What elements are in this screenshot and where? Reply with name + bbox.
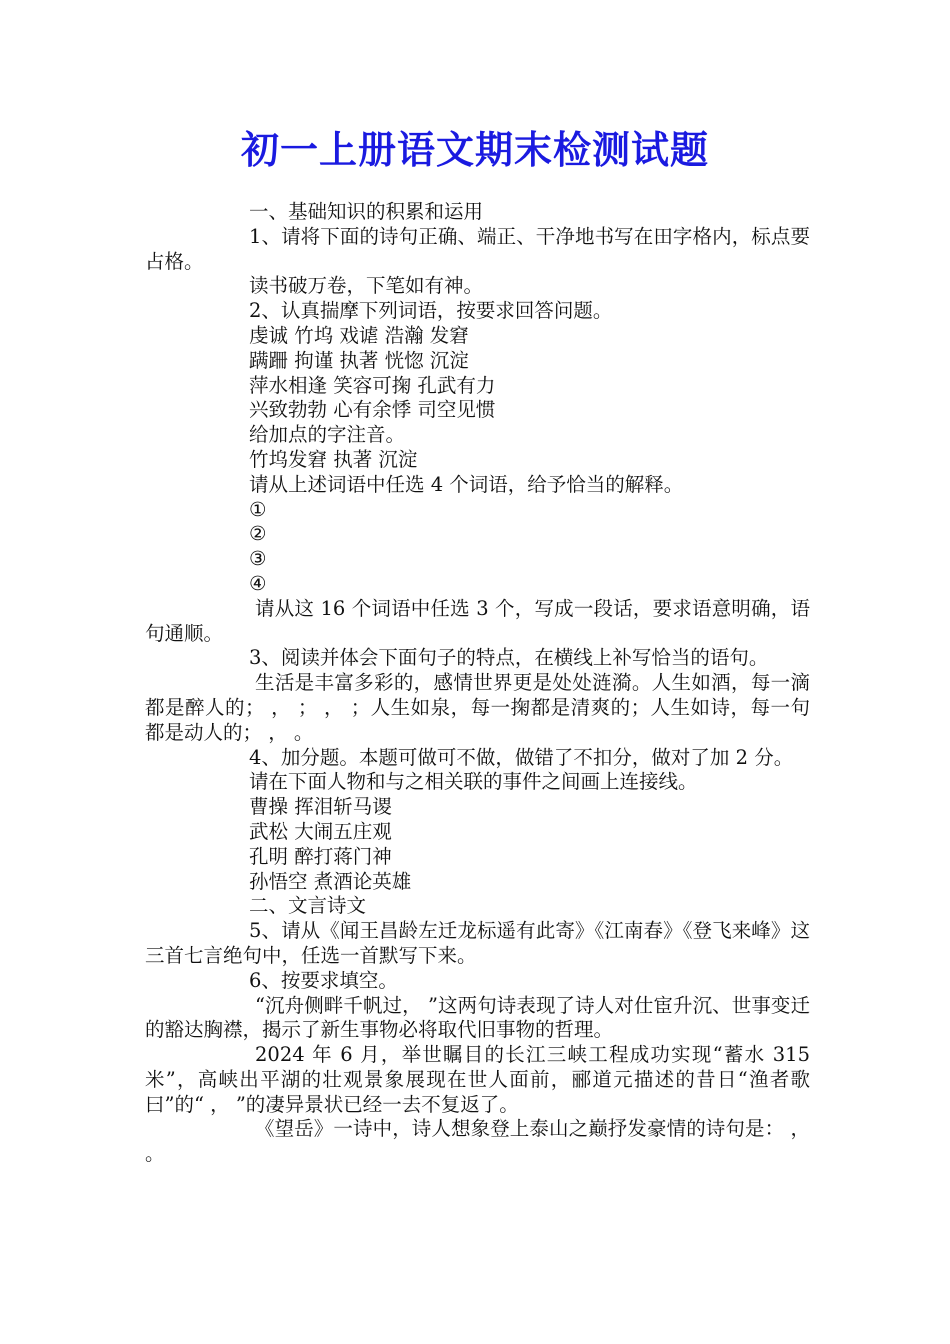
word-row: 萍水相逢 笑容可掬 孔武有力	[249, 373, 496, 397]
word-row: 兴致勃勃 心有余悸 司空见惯	[249, 398, 496, 422]
answer-marker: ②	[249, 522, 267, 546]
sub-question: 给加点的字注音。	[249, 423, 406, 447]
question-1: 1、请将下面的诗句正确、端正、干净地书写在田字格内，标点要占格。	[145, 224, 810, 273]
document-body	[145, 200, 810, 1167]
document-title: 初一上册语文期末检测试题	[240, 128, 709, 172]
question-1-text: 读书破万卷，下笔如有神。	[249, 274, 484, 298]
answer-marker: ①	[249, 497, 267, 521]
question-2: 2、认真揣摩下列词语，按要求回答问题。	[249, 299, 613, 323]
match-row: 孔明 醉打蒋门神	[249, 844, 392, 868]
match-row: 武松 大闹五庄观	[249, 819, 392, 843]
fill-blank: 《望岳》一诗中，诗人想象登上泰山之巅抒发豪情的诗句是： ， 。	[145, 1117, 810, 1166]
word-row: 竹坞发窘 执著 沉淀	[249, 447, 418, 471]
question-3: 3、阅读并体会下面句子的特点，在横线上补写恰当的语句。	[249, 646, 769, 670]
answer-marker: ④	[249, 571, 267, 595]
fill-blank: 2024 年 6 月，举世瞩目的长江三峡工程成功实现“蓄水 315 米”，高峡出平湖的壮观景象展现在世人面前，郦道元描述的昔日“渔者歌曰”的“ ， ”的凄异景状已经一去不复返了。	[145, 1043, 810, 1116]
section-heading-2: 二、文言诗文	[249, 894, 367, 918]
sub-question: 请从这 16 个词语中任选 3 个，写成一段话，要求语意明确，语句通顺。	[145, 596, 810, 645]
answer-marker: ③	[249, 547, 267, 571]
sub-question: 请在下面人物和与之相关联的事件之间画上连接线。	[249, 770, 698, 794]
section-heading-1: 一、基础知识的积累和运用	[249, 200, 484, 223]
fill-blank: “沉舟侧畔千帆过， ”这两句诗表现了诗人对仕宦升沉、世事变迁的豁达胸襟，揭示了新生事物必将取代旧事物的哲理。	[145, 993, 810, 1042]
word-row: 蹒跚 拘谨 执著 恍惚 沉淀	[249, 348, 469, 372]
question-4: 4、加分题。本题可做可不做，做错了不扣分，做对了加 2 分。	[249, 745, 794, 769]
match-row: 曹操 挥泪斩马谡	[249, 795, 392, 819]
question-6: 6、按要求填空。	[249, 968, 398, 992]
word-row: 虔诚 竹坞 戏谑 浩瀚 发窘	[249, 323, 469, 347]
sub-question: 请从上述词语中任选 4 个词语，给予恰当的解释。	[249, 472, 684, 496]
match-row: 孙悟空 煮酒论英雄	[249, 869, 412, 893]
question-5: 5、请从《闻王昌龄左迁龙标遥有此寄》《江南春》《登飞来峰》这三首七言绝句中，任选一首默写下来。	[145, 919, 810, 967]
question-3-text: 生活是丰富多彩的，感情世界更是处处涟漪。人生如酒，每一滴都是醉人的； ， ； ， ；人生如泉，每一掬都是清爽的；人生如诗，每一句都是动人的； ， 。	[145, 671, 810, 744]
